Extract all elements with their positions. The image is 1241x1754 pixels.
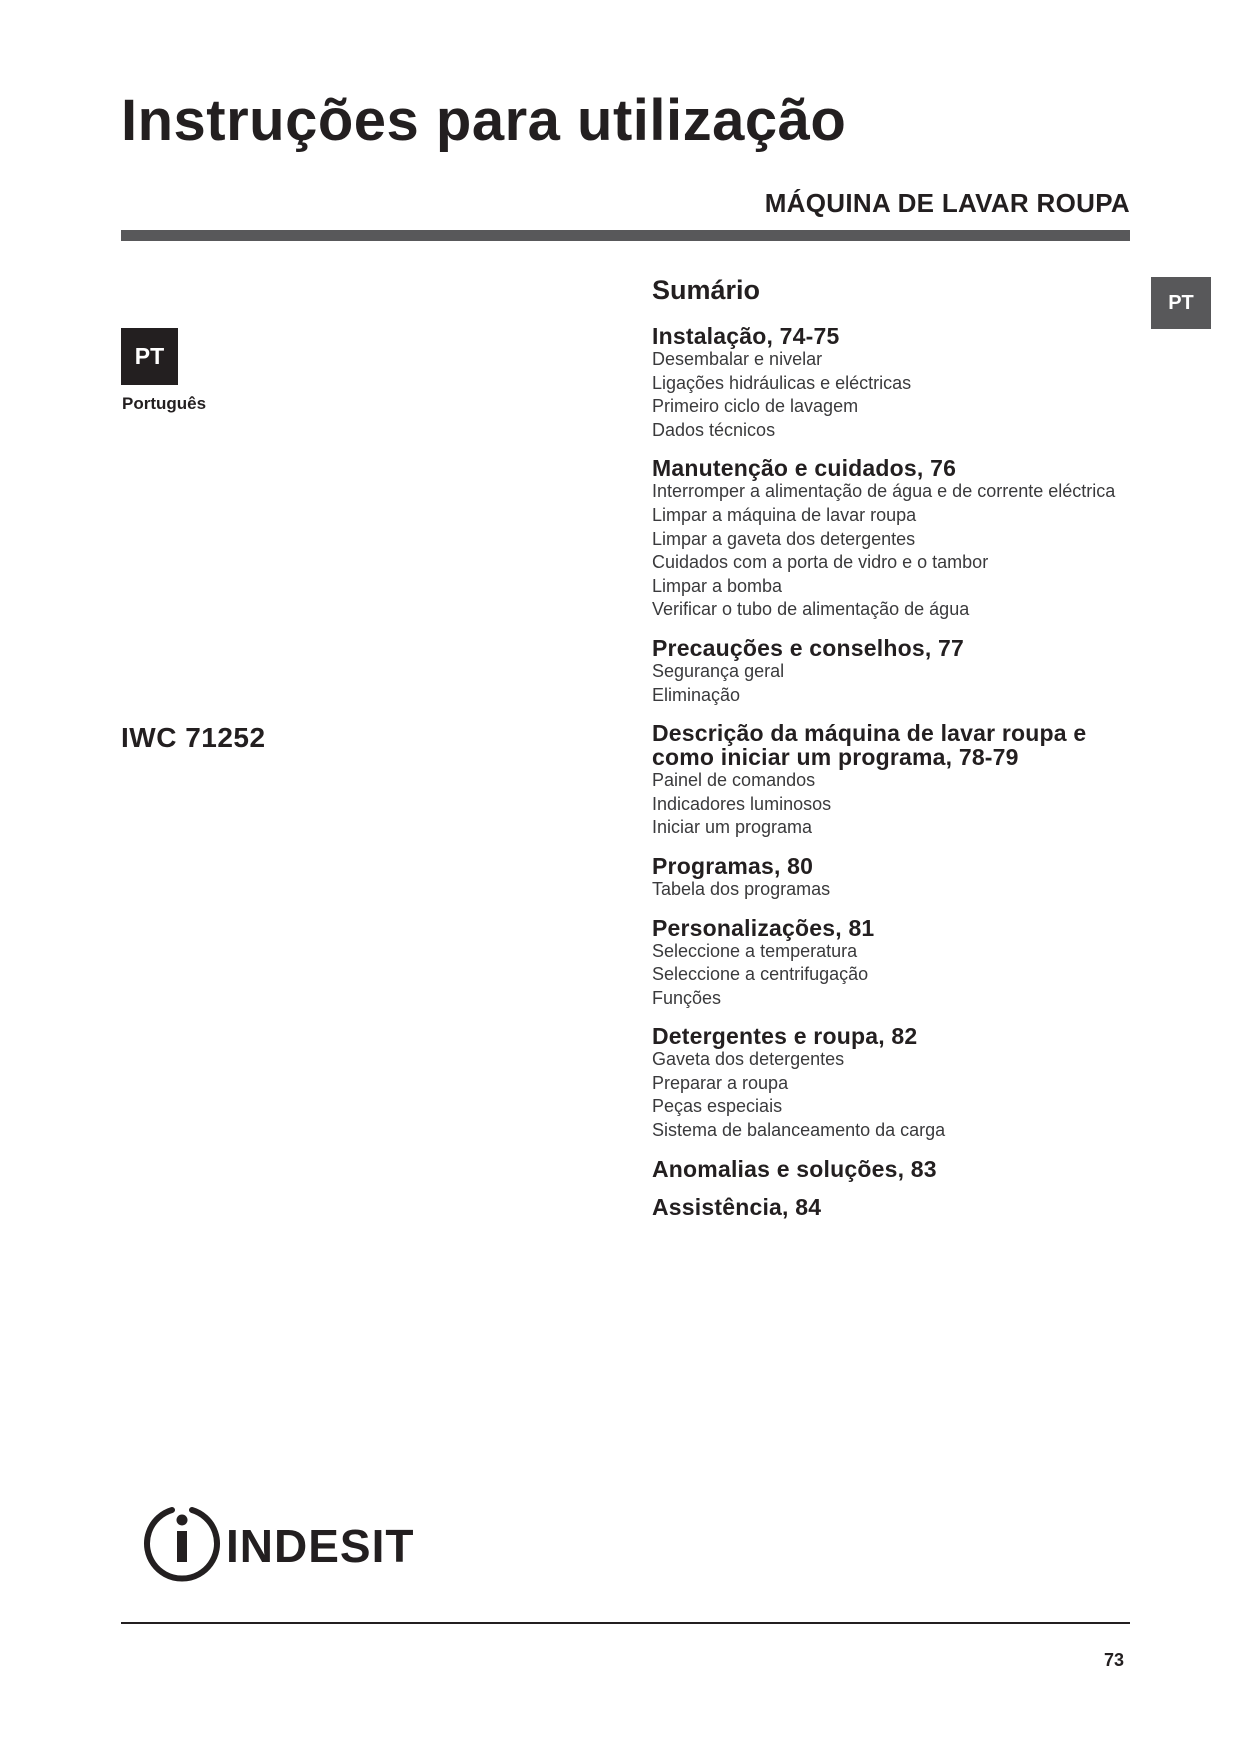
toc-section-title: Detergentes e roupa, 82	[652, 1023, 918, 1050]
toc-section	[652, 324, 1132, 442]
toc-item: Seleccione a temperatura	[652, 940, 858, 961]
toc-section	[652, 1195, 1132, 1219]
toc-item: Painel de comandos	[652, 770, 816, 791]
toc-item: Tabela dos programas	[652, 878, 831, 899]
header-divider	[121, 230, 1130, 241]
toc-item: Primeiro ciclo de lavagem	[652, 396, 859, 417]
toc-item: Iniciar um programa	[652, 817, 813, 838]
toc-item: Indicadores luminosos	[652, 793, 832, 814]
toc-item: Ligações hidráulicas e eléctricas	[652, 372, 912, 393]
brand-logo	[142, 1502, 442, 1582]
toc-item: Gaveta dos detergentes	[652, 1049, 845, 1070]
toc-section-title: Personalizações, 81	[652, 914, 875, 941]
toc-section-title: Anomalias e soluções, 83	[652, 1155, 937, 1182]
indesit-i-logo-icon	[142, 1502, 442, 1582]
toc-item: Dados técnicos	[652, 419, 776, 440]
toc-section	[652, 854, 1132, 902]
toc-item: Funções	[652, 987, 722, 1008]
toc-section	[652, 1157, 1132, 1181]
toc-item: Eliminação	[652, 684, 741, 705]
toc-section-title: Assistência, 84	[652, 1193, 822, 1220]
toc-section-title: Instalação, 74-75	[652, 323, 840, 349]
language-label: Português	[122, 394, 207, 413]
footer-divider	[121, 1622, 1130, 1624]
toc-section-title: Programas, 80	[652, 852, 814, 879]
toc-heading: Sumário	[652, 275, 761, 305]
toc-sections	[652, 324, 1132, 1219]
document-subtitle: MÁQUINA DE LAVAR ROUPA	[764, 188, 1130, 218]
toc-section-title: Descrição da máquina de lavar roupa e como iniciar um programa, 78-79	[652, 720, 1087, 771]
toc-section	[652, 916, 1132, 1011]
toc-item: Limpar a gaveta dos detergentes	[652, 528, 916, 549]
page-title: Instruções para utilização	[121, 88, 847, 153]
brand-name: INDESIT	[226, 1520, 415, 1572]
toc-item: Segurança geral	[652, 660, 785, 681]
toc-item: Seleccione a centrifugação	[652, 964, 869, 985]
language-badge: PT	[121, 328, 178, 385]
toc-item: Interromper a alimentação de água e de corrente eléctrica	[652, 481, 1116, 502]
toc-item: Desembalar e nivelar	[652, 349, 823, 369]
toc-item: Limpar a bomba	[652, 575, 783, 596]
toc-section-title: Manutenção e cuidados, 76	[652, 455, 957, 482]
language-side-tab: PT	[1151, 277, 1211, 329]
toc-item: Sistema de balanceamento da carga	[652, 1120, 946, 1141]
toc-item: Peças especiais	[652, 1096, 783, 1117]
toc-item: Preparar a roupa	[652, 1072, 789, 1093]
toc-section	[652, 456, 1132, 622]
toc-section	[652, 1024, 1132, 1142]
toc-item: Limpar a máquina de lavar roupa	[652, 504, 917, 525]
page-number: 73	[1104, 1650, 1125, 1670]
table-of-contents	[652, 274, 1132, 1233]
toc-item: Cuidados com a porta de vidro e o tambor	[652, 552, 989, 573]
toc-item: Verificar o tubo de alimentação de água	[652, 599, 970, 620]
model-number: IWC 71252	[121, 722, 266, 753]
toc-section	[652, 636, 1132, 707]
toc-section-title: Precauções e conselhos, 77	[652, 634, 965, 661]
toc-section	[652, 721, 1132, 840]
